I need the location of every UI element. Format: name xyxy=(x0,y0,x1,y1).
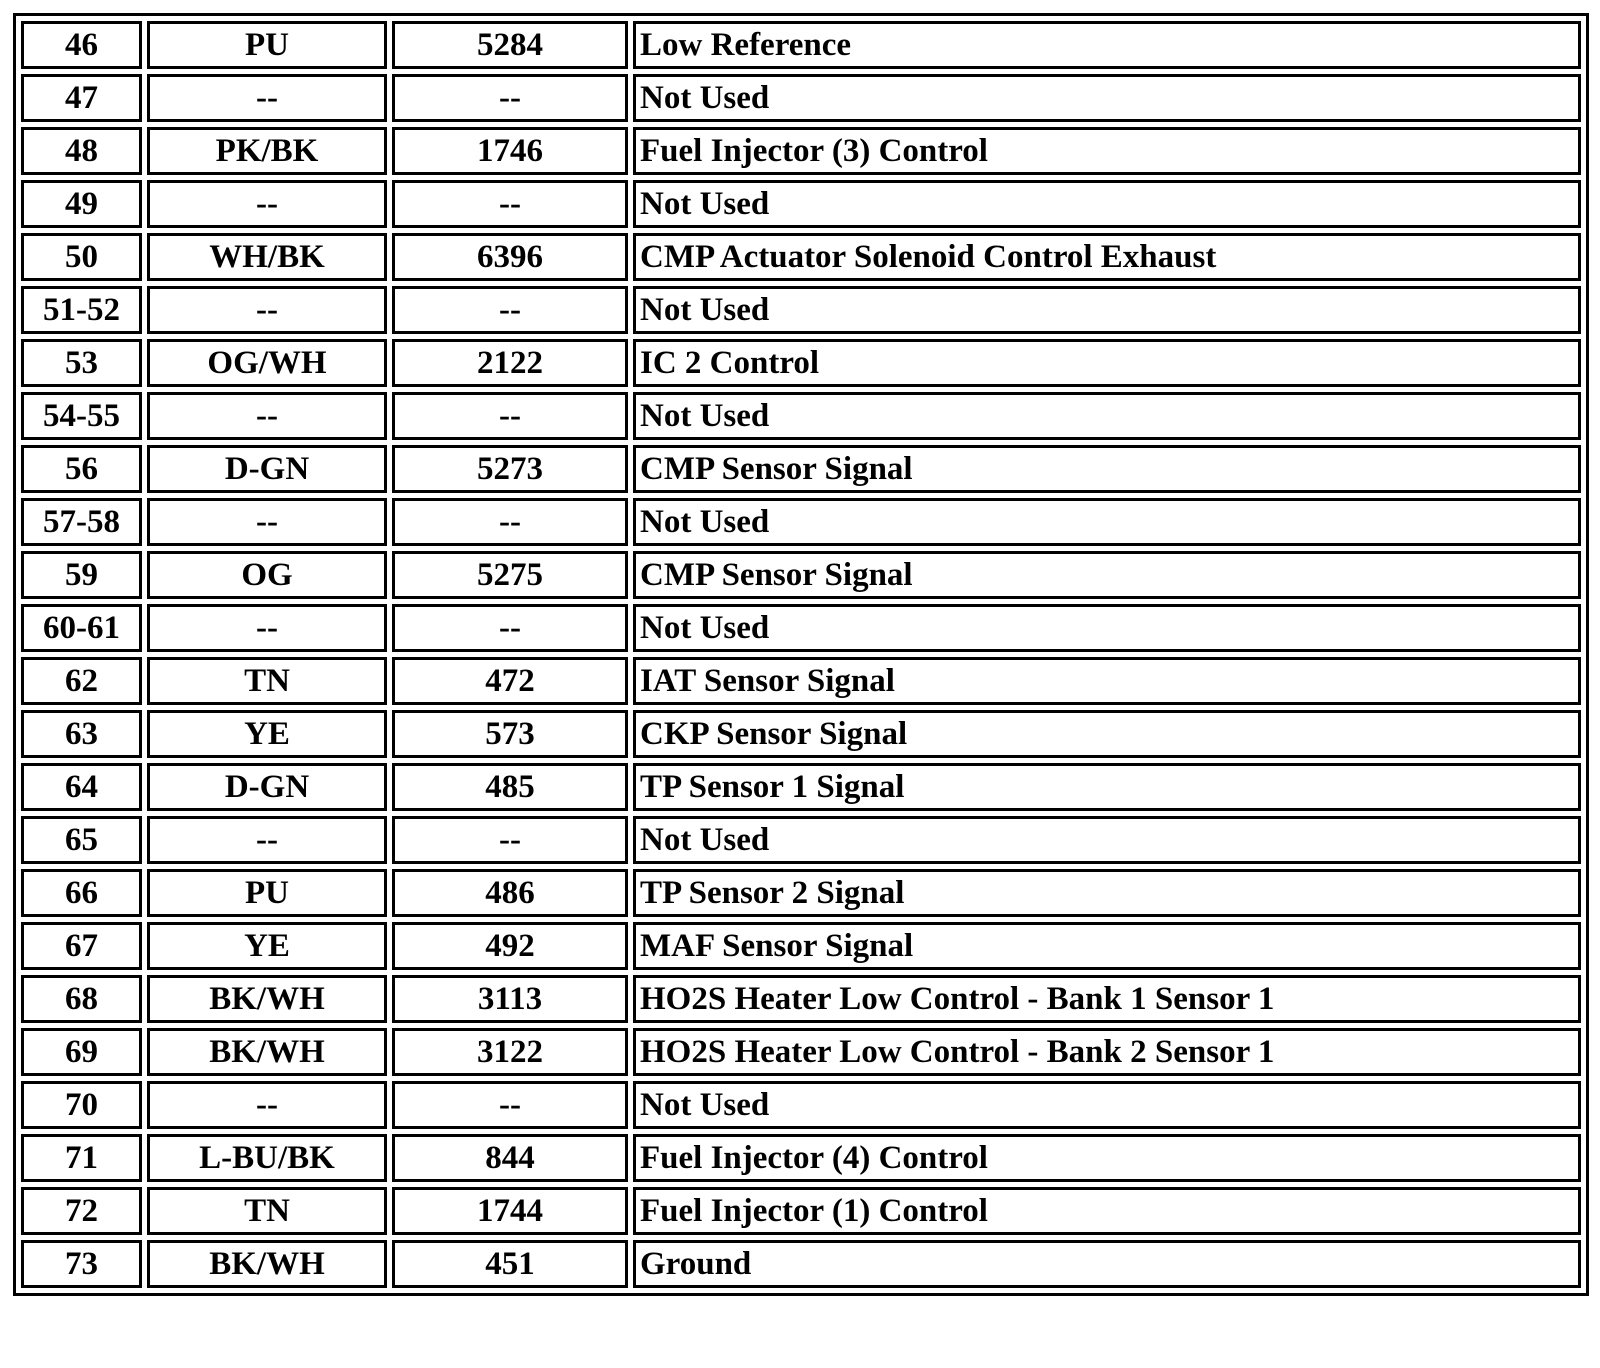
pin-number-cell: 68 xyxy=(21,975,142,1023)
circuit-number-cell: -- xyxy=(392,816,628,864)
pin-function-cell: IAT Sensor Signal xyxy=(633,657,1581,705)
pin-function-cell: TP Sensor 2 Signal xyxy=(633,869,1581,917)
pin-number-cell: 47 xyxy=(21,74,142,122)
pin-function-cell: MAF Sensor Signal xyxy=(633,922,1581,970)
wire-color-cell: -- xyxy=(147,180,387,228)
pin-function-cell: Not Used xyxy=(633,604,1581,652)
pin-function-cell: IC 2 Control xyxy=(633,339,1581,387)
table-row xyxy=(21,975,1581,1023)
circuit-number-cell: 6396 xyxy=(392,233,628,281)
pin-function-cell: CMP Sensor Signal xyxy=(633,551,1581,599)
pin-function-cell: HO2S Heater Low Control - Bank 1 Sensor 1 xyxy=(633,975,1581,1023)
pin-function-cell: Fuel Injector (3) Control xyxy=(633,127,1581,175)
pin-function-cell: Not Used xyxy=(633,180,1581,228)
wire-color-cell: TN xyxy=(147,657,387,705)
table-row xyxy=(21,1187,1581,1235)
wire-color-cell: L-BU/BK xyxy=(147,1134,387,1182)
pin-number-cell: 65 xyxy=(21,816,142,864)
pin-number-cell: 49 xyxy=(21,180,142,228)
circuit-number-cell: -- xyxy=(392,498,628,546)
table-row xyxy=(21,286,1581,334)
pin-number-cell: 71 xyxy=(21,1134,142,1182)
circuit-number-cell: -- xyxy=(392,180,628,228)
table-row xyxy=(21,710,1581,758)
table-row xyxy=(21,551,1581,599)
pin-number-cell: 48 xyxy=(21,127,142,175)
wire-color-cell: WH/BK xyxy=(147,233,387,281)
circuit-number-cell: 5284 xyxy=(392,21,628,69)
wire-color-cell: PU xyxy=(147,21,387,69)
circuit-number-cell: 472 xyxy=(392,657,628,705)
table-row xyxy=(21,392,1581,440)
pin-number-cell: 66 xyxy=(21,869,142,917)
pin-function-cell: Not Used xyxy=(633,392,1581,440)
table-row xyxy=(21,180,1581,228)
circuit-number-cell: 5275 xyxy=(392,551,628,599)
circuit-number-cell: 573 xyxy=(392,710,628,758)
circuit-number-cell: -- xyxy=(392,604,628,652)
pin-number-cell: 67 xyxy=(21,922,142,970)
table-row xyxy=(21,1028,1581,1076)
table-body xyxy=(21,21,1581,1288)
table-row xyxy=(21,21,1581,69)
wire-color-cell: YE xyxy=(147,922,387,970)
table-row xyxy=(21,233,1581,281)
circuit-number-cell: 485 xyxy=(392,763,628,811)
pin-function-cell: Ground xyxy=(633,1240,1581,1288)
circuit-number-cell: -- xyxy=(392,1081,628,1129)
pin-number-cell: 69 xyxy=(21,1028,142,1076)
pin-function-cell: CMP Actuator Solenoid Control Exhaust xyxy=(633,233,1581,281)
table-row xyxy=(21,763,1581,811)
pin-number-cell: 53 xyxy=(21,339,142,387)
circuit-number-cell: 486 xyxy=(392,869,628,917)
pin-function-cell: Low Reference xyxy=(633,21,1581,69)
pin-number-cell: 60-61 xyxy=(21,604,142,652)
pin-number-cell: 46 xyxy=(21,21,142,69)
pin-function-cell: Not Used xyxy=(633,74,1581,122)
wire-color-cell: OG/WH xyxy=(147,339,387,387)
table-row xyxy=(21,604,1581,652)
table-row xyxy=(21,445,1581,493)
wire-color-cell: -- xyxy=(147,74,387,122)
circuit-number-cell: 451 xyxy=(392,1240,628,1288)
wire-color-cell: D-GN xyxy=(147,763,387,811)
pin-function-cell: CMP Sensor Signal xyxy=(633,445,1581,493)
wire-color-cell: -- xyxy=(147,286,387,334)
circuit-number-cell: 492 xyxy=(392,922,628,970)
wire-color-cell: BK/WH xyxy=(147,1028,387,1076)
wire-color-cell: -- xyxy=(147,1081,387,1129)
pin-function-cell: Not Used xyxy=(633,1081,1581,1129)
table-row xyxy=(21,1240,1581,1288)
pin-number-cell: 72 xyxy=(21,1187,142,1235)
pin-function-cell: Fuel Injector (4) Control xyxy=(633,1134,1581,1182)
table-row xyxy=(21,869,1581,917)
pin-function-cell: CKP Sensor Signal xyxy=(633,710,1581,758)
pin-number-cell: 62 xyxy=(21,657,142,705)
table-row xyxy=(21,657,1581,705)
pin-function-cell: Fuel Injector (1) Control xyxy=(633,1187,1581,1235)
wire-color-cell: D-GN xyxy=(147,445,387,493)
circuit-number-cell: 5273 xyxy=(392,445,628,493)
pin-function-cell: HO2S Heater Low Control - Bank 2 Sensor 1 xyxy=(633,1028,1581,1076)
table-row xyxy=(21,816,1581,864)
pin-number-cell: 56 xyxy=(21,445,142,493)
wire-color-cell: -- xyxy=(147,816,387,864)
wire-color-cell: BK/WH xyxy=(147,1240,387,1288)
pin-function-cell: Not Used xyxy=(633,286,1581,334)
table-row xyxy=(21,339,1581,387)
pin-number-cell: 63 xyxy=(21,710,142,758)
wire-color-cell: YE xyxy=(147,710,387,758)
wire-color-cell: -- xyxy=(147,604,387,652)
pin-function-cell: Not Used xyxy=(633,816,1581,864)
pin-function-cell: Not Used xyxy=(633,498,1581,546)
pin-function-cell: TP Sensor 1 Signal xyxy=(633,763,1581,811)
wire-color-cell: OG xyxy=(147,551,387,599)
table-row xyxy=(21,1134,1581,1182)
circuit-number-cell: 844 xyxy=(392,1134,628,1182)
table-row xyxy=(21,74,1581,122)
circuit-number-cell: -- xyxy=(392,392,628,440)
table-row xyxy=(21,1081,1581,1129)
pin-number-cell: 73 xyxy=(21,1240,142,1288)
table-row xyxy=(21,127,1581,175)
pin-number-cell: 64 xyxy=(21,763,142,811)
circuit-number-cell: 1746 xyxy=(392,127,628,175)
table-row xyxy=(21,498,1581,546)
circuit-number-cell: 1744 xyxy=(392,1187,628,1235)
circuit-number-cell: 3113 xyxy=(392,975,628,1023)
wire-color-cell: PU xyxy=(147,869,387,917)
wire-color-cell: PK/BK xyxy=(147,127,387,175)
pin-number-cell: 57-58 xyxy=(21,498,142,546)
circuit-number-cell: -- xyxy=(392,74,628,122)
pin-number-cell: 59 xyxy=(21,551,142,599)
pin-number-cell: 54-55 xyxy=(21,392,142,440)
circuit-number-cell: 2122 xyxy=(392,339,628,387)
pin-number-cell: 70 xyxy=(21,1081,142,1129)
wire-color-cell: TN xyxy=(147,1187,387,1235)
wire-color-cell: -- xyxy=(147,498,387,546)
pin-number-cell: 51-52 xyxy=(21,286,142,334)
circuit-number-cell: -- xyxy=(392,286,628,334)
table-row xyxy=(21,922,1581,970)
wire-color-cell: -- xyxy=(147,392,387,440)
connector-pinout-table xyxy=(13,13,1589,1296)
wire-color-cell: BK/WH xyxy=(147,975,387,1023)
pin-number-cell: 50 xyxy=(21,233,142,281)
circuit-number-cell: 3122 xyxy=(392,1028,628,1076)
